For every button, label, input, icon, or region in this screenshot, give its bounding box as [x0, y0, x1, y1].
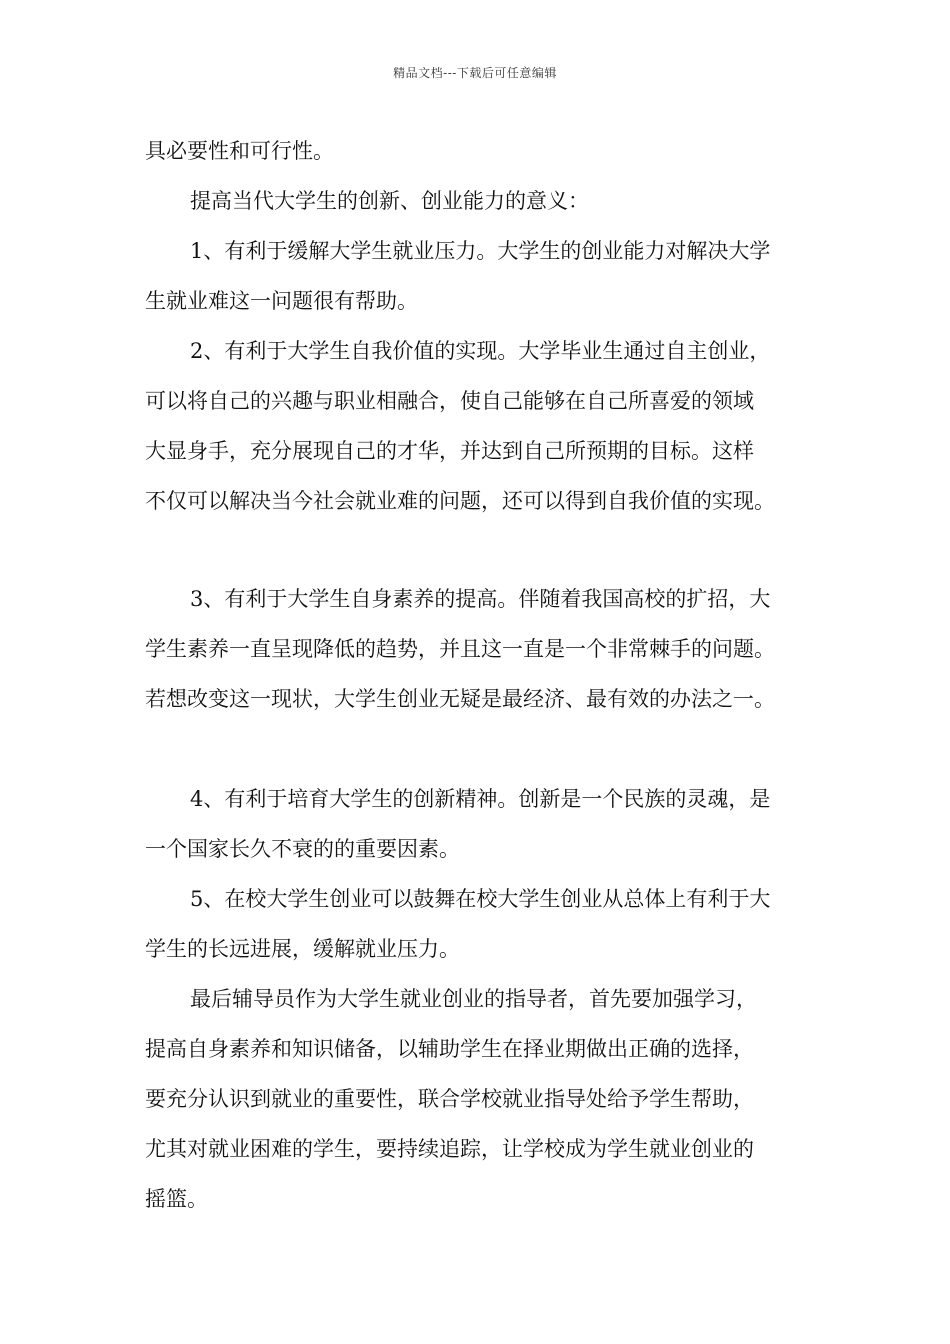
- body-line: 不仅可以解决当今社会就业难的问题，还可以得到自我价值的实现。: [145, 489, 775, 513]
- body-line: 学生素养一直呈现降低的趋势，并且这一直是一个非常棘手的问题。: [145, 637, 775, 661]
- body-line: 2、有利于大学生自我价值的实现。大学毕业生通过自主创业，: [190, 339, 771, 363]
- body-line: 具必要性和可行性。: [145, 139, 334, 163]
- body-line: 摇篮。: [145, 1187, 208, 1211]
- body-line: 提高当代大学生的创新、创业能力的意义：: [190, 189, 589, 213]
- body-line: 尤其对就业困难的学生，要持续追踪，让学校成为学生就业创业的: [145, 1137, 754, 1161]
- body-line: 1、有利于缓解大学生就业压力。大学生的创业能力对解决大学: [190, 239, 771, 263]
- body-line: 生就业难这一问题很有帮助。: [145, 289, 418, 313]
- body-line: 一个国家长久不衰的的重要因素。: [145, 837, 460, 861]
- body-line: 最后辅导员作为大学生就业创业的指导者，首先要加强学习，: [190, 987, 757, 1011]
- page-header: 精品文档---下载后可任意编辑: [393, 66, 557, 80]
- body-line: 大显身手，充分展现自己的才华，并达到自己所预期的目标。这样: [145, 439, 754, 463]
- body-line: 5、在校大学生创业可以鼓舞在校大学生创业从总体上有利于大: [190, 887, 771, 911]
- body-line: 学生的长远进展，缓解就业压力。: [145, 937, 460, 961]
- body-line: 要充分认识到就业的重要性，联合学校就业指导处给予学生帮助，: [145, 1087, 754, 1111]
- body-line: 提高自身素养和知识储备，以辅助学生在择业期做出正确的选择，: [145, 1037, 754, 1061]
- body-line: 若想改变这一现状，大学生创业无疑是最经济、最有效的办法之一。: [145, 687, 775, 711]
- body-line: 4、有利于培育大学生的创新精神。创新是一个民族的灵魂，是: [190, 787, 771, 811]
- body-line: 可以将自己的兴趣与职业相融合，使自己能够在自己所喜爱的领域: [145, 389, 754, 413]
- body-line: 3、有利于大学生自身素养的提高。伴随着我国高校的扩招，大: [190, 587, 771, 611]
